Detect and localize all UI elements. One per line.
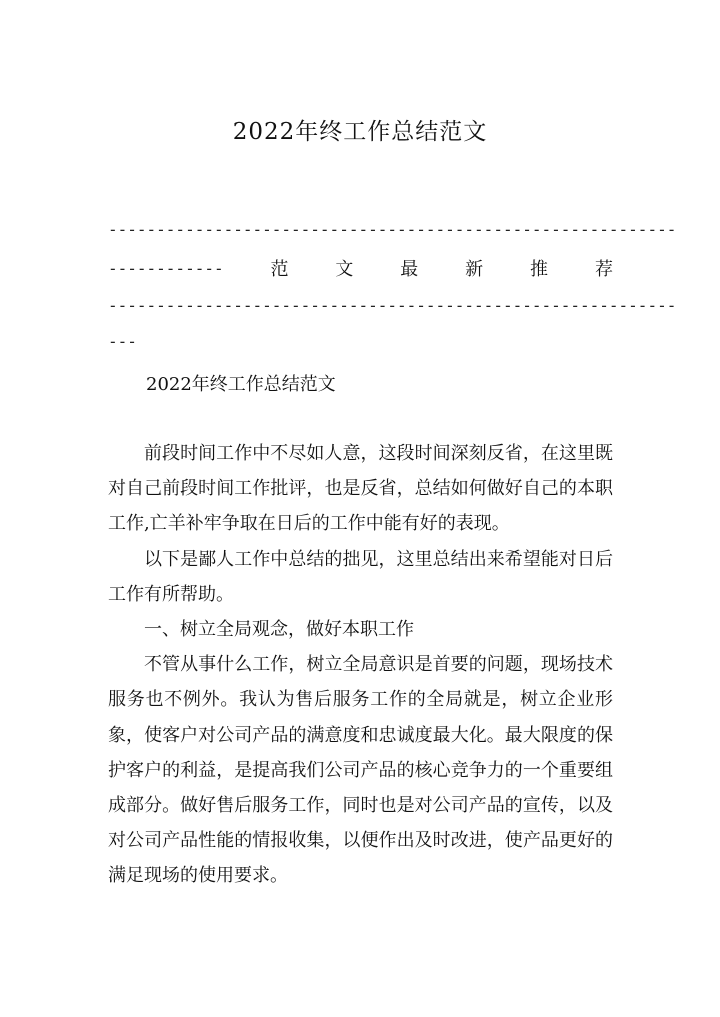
paragraph: 前段时间工作中不尽如人意，这段时间深刻反省，在这里既对自己前段时间工作批评，也是反省，总结如何做好自己的本职工作,亡羊补牢争取在日后的工作中能有好的表现。 xyxy=(108,443,613,535)
separator-tail: --- xyxy=(108,332,137,351)
recommend-char: 最 xyxy=(400,259,419,280)
recommend-char: 范 xyxy=(270,259,289,280)
paragraph: 不管从事什么工作，树立全局意识是首要的问题，现场技术服务也不例外。我认为售后服务工作的全局就是，树立企业形象，使客户对公司产品的满意度和忠诚度最大化。最大限度的保护客户的利益，是提高我们公司产品的核心竞争力的一个重要组成部分。做好售后服务工作，同时也是对公司产品的宣传，以及对公司产品性能的情报收集，以便作出及时改进，使产品更好的满足现场的使用要求。 xyxy=(108,654,613,887)
recommend-banner xyxy=(108,255,613,281)
recommend-char: 荐 xyxy=(594,259,613,280)
separator-bottom: ----------------------------------------------------------- xyxy=(108,296,677,315)
document-body xyxy=(108,436,613,894)
recommend-char: 文 xyxy=(335,259,354,280)
recommend-char: 新 xyxy=(465,259,484,280)
paragraph: 以下是鄙人工作中总结的拙见，这里总结出来希望能对日后工作有所帮助。 xyxy=(108,548,613,605)
document-subtitle: 2022年终工作总结范文 xyxy=(146,374,336,395)
document-title: 2022年终工作总结范文 xyxy=(232,119,488,145)
recommend-char: 推 xyxy=(530,259,549,280)
recommend-leading-dashes: ------------ xyxy=(108,258,224,278)
separator-top: ----------------------------------------------------------- xyxy=(108,220,677,239)
section-heading: 一、树立全局观念，做好本职工作 xyxy=(144,619,414,641)
